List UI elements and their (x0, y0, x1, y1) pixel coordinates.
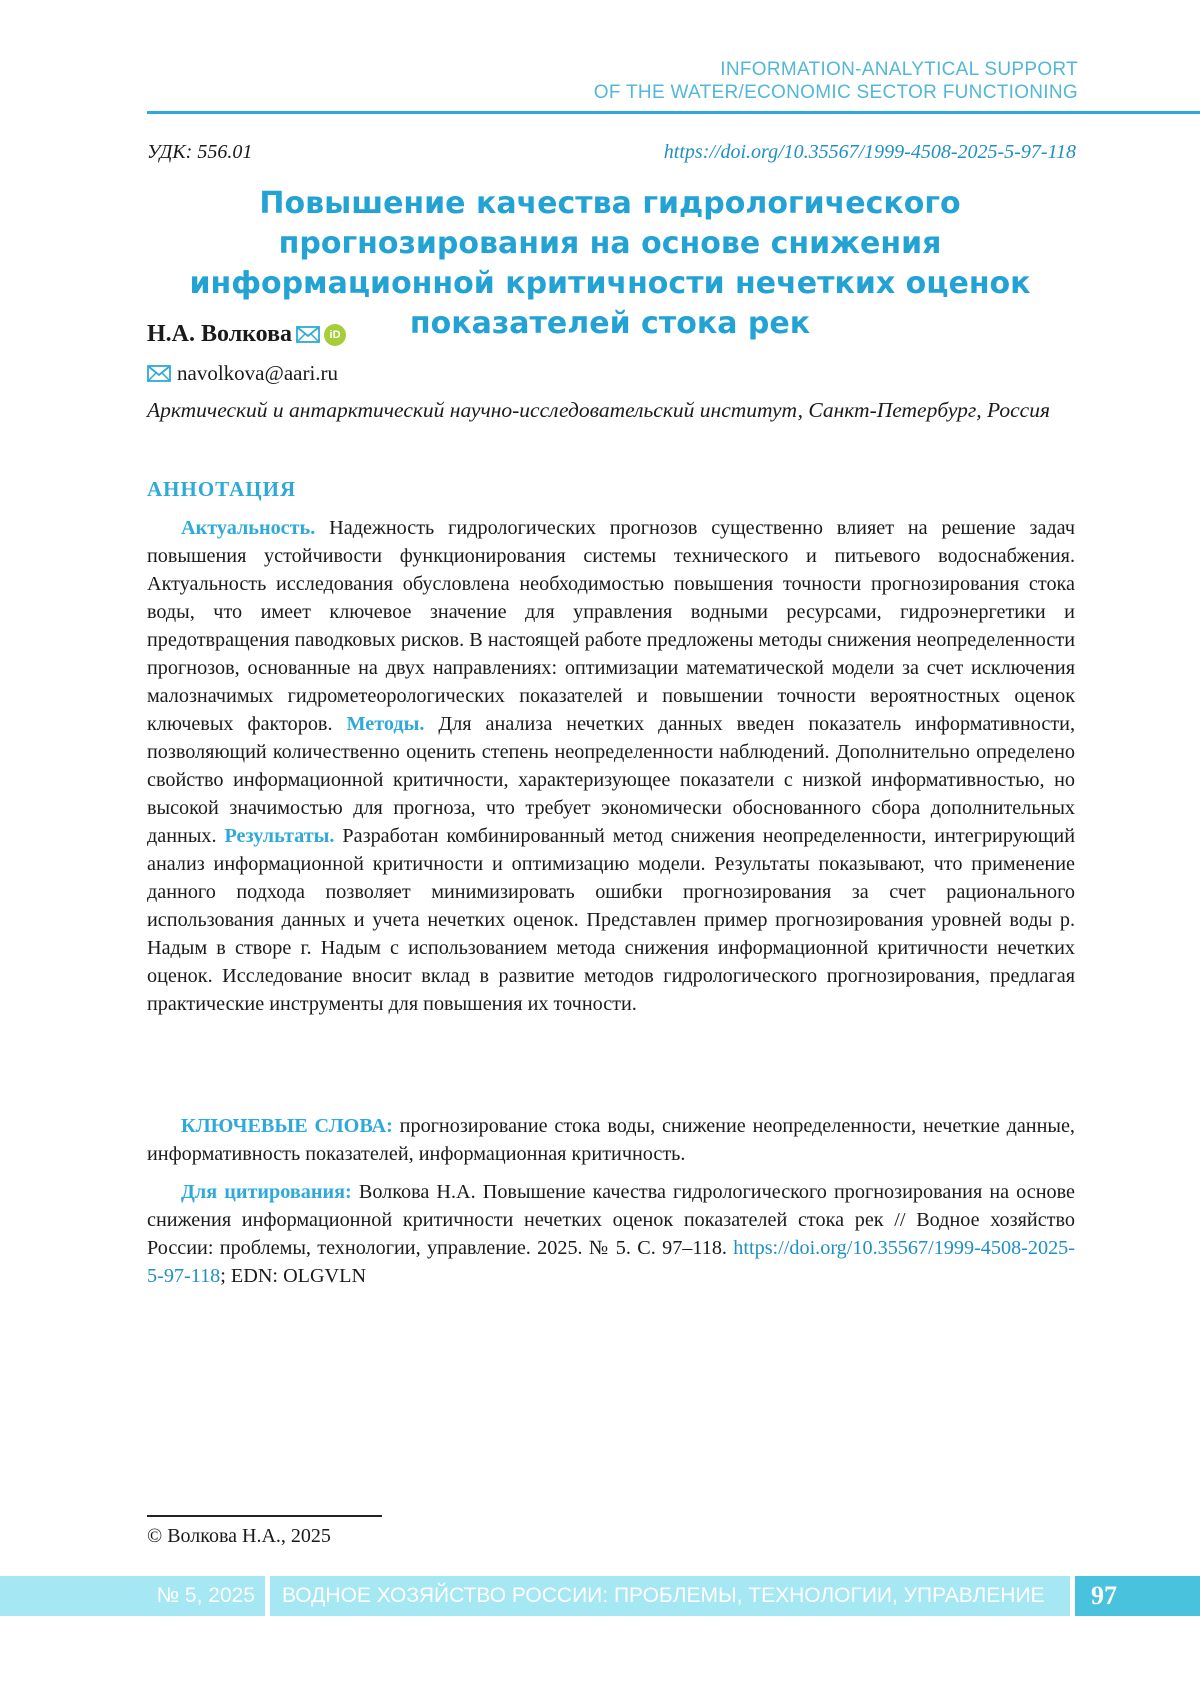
author-email[interactable]: navolkova@aari.ru (177, 361, 339, 385)
methods-text: Для анализа нечетких данных введен показатель информативности, позволяющий количественно оценить степень неопределенности наблюдений. Дополнительно определено свойство информационной критичности, характеризующее показатели с низкой информативностью, но высокой значимостью для прогноза, что требует экономически обоснованного сбора дополнительных данных. (147, 713, 1075, 847)
abstract-body (147, 514, 1075, 1018)
copyright-footnote: © Волкова Н.А., 2025 (147, 1525, 331, 1547)
results-label: Результаты. (224, 825, 335, 847)
keywords-text: прогнозирование стока воды, снижение неопределенности, нечеткие данные, информативность показателей, информационная критичность. (147, 1115, 1075, 1165)
citation-edn: ; EDN: OLGVLN (220, 1265, 367, 1287)
article-title: Повышение качества гидрологического прогнозирования на основе снижения информационной критичности нечетких оценок показателей стока рек (189, 186, 1031, 341)
keywords-paragraph (147, 1112, 1075, 1168)
running-header-line-1: INFORMATION-ANALYTICAL SUPPORT (720, 59, 1078, 80)
results-text: Разработан комбинированный метод снижения неопределенности, интегрирующий анализ информационной критичности и оптимизацию модели. Результаты показывают, что применение данного подхода позволяет минимизировать ошибки прогнозирования за счет рационального использования данных и учета нечетких оценок. Представлен пример прогнозирования уровней воды р. Надым в створе г. Надым с использованием метода снижения информационной критичности нечетких оценок. Исследование вносит вклад в развитие методов гидрологического прогнозирования, предлагая практические инструменты для повышения их точности. (147, 825, 1075, 1015)
author-email-line (147, 361, 338, 386)
keywords-label: КЛЮЧЕВЫЕ СЛОВА: (181, 1115, 393, 1137)
footnote-divider (147, 1515, 382, 1517)
article-meta (147, 141, 1076, 164)
running-header-line-2: OF THE WATER/ECONOMIC SECTOR FUNCTIONING (593, 82, 1078, 103)
relevance-text: Надежность гидрологических прогнозов существенно влияет на решение задач повышения устойчивости функционирования системы технического и питьевого водоснабжения. Актуальность исследования обусловлена необходимостью повышения точности прогнозирования стока воды, что имеет ключевое значение для управления водными ресурсами, гидроэнергетики и предотвращения паводковых рисков. В настоящей работе предложены методы снижения неопределенности прогнозов, основанные на двух направлениях: оптимизации математической модели за счет исключения малозначимых гидрометеорологических показателей и повышении точности вероятностных оценок ключевых факторов. (147, 517, 1075, 735)
citation-label: Для цитирования: (181, 1181, 352, 1203)
methods-label: Методы. (346, 713, 425, 735)
udc-code: УДК: 556.01 (147, 141, 253, 163)
citation-text: Волкова Н.А. Повышение качества гидрологического прогнозирования на основе снижения информационной критичности нечетких оценок показателей стока рек // Водное хозяйство России: проблемы, технологии, управление. 2025. № 5. С. 97–118. (147, 1181, 1076, 1259)
orcid-icon[interactable]: iD (324, 324, 346, 346)
page-number: 97 (1075, 1576, 1200, 1616)
footer-journal-title: ВОДНОЕ ХОЗЯЙСТВО РОССИИ: ПРОБЛЕМЫ, ТЕХНОЛОГИИ, УПРАВЛЕНИЕ (270, 1576, 1070, 1616)
author-name: Н.А. Волкова (147, 321, 293, 347)
citation-paragraph (147, 1178, 1075, 1290)
envelope-icon[interactable] (296, 326, 320, 343)
running-header (594, 58, 1078, 104)
page-footer (0, 1576, 1200, 1616)
email-envelope-icon (147, 365, 171, 382)
footer-issue: № 5, 2025 (0, 1576, 265, 1616)
author-line (147, 321, 346, 348)
relevance-label: Актуальность. (181, 517, 316, 539)
citation-doi-link[interactable]: https://doi.org/10.35567/1999-4508-2025-5-97-118 (147, 1237, 1075, 1287)
author-affiliation: Арктический и антарктический научно-исследовательский институт, Санкт-Петербург, Россия (147, 398, 1050, 422)
doi-link[interactable]: https://doi.org/10.35567/1999-4508-2025-5-97-118 (663, 141, 1076, 163)
abstract-heading: АННОТАЦИЯ (147, 477, 297, 501)
header-divider (147, 111, 1200, 114)
